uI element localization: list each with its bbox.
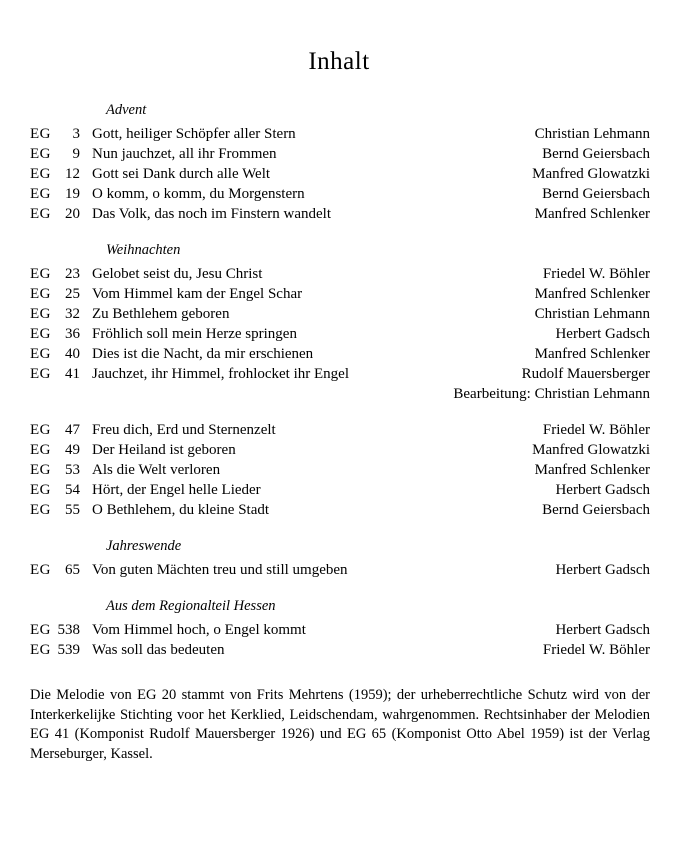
toc-section — [30, 538, 650, 580]
toc-group — [30, 560, 650, 580]
toc-entry-composer: Christian Lehmann — [534, 126, 650, 142]
toc-entry-title: Zu Bethlehem geboren — [92, 306, 230, 322]
toc-entry-prefix: EG — [30, 266, 51, 282]
toc-section — [30, 102, 650, 224]
toc-group — [30, 264, 650, 404]
toc-entry[interactable] — [30, 264, 650, 284]
toc-entry-composer: Bernd Geiersbach — [542, 146, 650, 162]
toc-entry-number: 23 — [65, 266, 80, 282]
toc-entry-prefix: EG — [30, 126, 51, 142]
toc-entry-number: 25 — [65, 286, 80, 302]
toc-entry-prefix: EG — [30, 562, 51, 578]
toc-entry-prefix: EG — [30, 166, 51, 182]
toc-entry-prefix: EG — [30, 186, 51, 202]
toc-entry-composer: Herbert Gadsch — [555, 562, 650, 578]
toc-entry-composer: Bernd Geiersbach — [542, 502, 650, 518]
toc-entry-composer: Manfred Glowatzki — [532, 166, 650, 182]
toc-entry-prefix: EG — [30, 642, 51, 658]
toc-entry-prefix: EG — [30, 326, 51, 342]
page-title: Inhalt — [308, 48, 370, 75]
table-of-contents — [0, 102, 678, 660]
toc-entry-composer: Manfred Schlenker — [534, 462, 650, 478]
toc-entry-title: Nun jauchzet, all ihr Frommen — [92, 146, 277, 162]
toc-entry-prefix: EG — [30, 422, 51, 438]
toc-section — [30, 598, 650, 660]
toc-entry[interactable] — [30, 460, 650, 480]
toc-entry[interactable] — [30, 344, 650, 364]
toc-entry-number: 36 — [65, 326, 80, 342]
toc-entry-prefix: EG — [30, 206, 51, 222]
toc-entry-composer: Herbert Gadsch — [555, 326, 650, 342]
toc-entry-prefix: EG — [30, 306, 51, 322]
toc-section — [30, 242, 650, 520]
toc-entry-composer: Manfred Schlenker — [534, 206, 650, 222]
toc-entry-number: 20 — [65, 206, 80, 222]
toc-entry-composer: Friedel W. Böhler — [542, 422, 650, 438]
toc-entry[interactable] — [30, 144, 650, 164]
toc-entry[interactable] — [30, 640, 650, 660]
toc-entry-title: O komm, o komm, du Morgenstern — [92, 186, 305, 202]
toc-section-heading: Advent — [106, 102, 147, 118]
toc-entry-title: Das Volk, das noch im Finstern wandelt — [92, 206, 332, 222]
toc-entry-arrangement: Bearbeitung: Christian Lehmann — [453, 386, 650, 402]
toc-entry-title: Als die Welt verloren — [92, 462, 221, 478]
toc-entry[interactable] — [30, 440, 650, 460]
toc-entry[interactable] — [30, 184, 650, 204]
toc-entry-composer: Christian Lehmann — [534, 306, 650, 322]
toc-entry-title: Dies ist die Nacht, da mir erschienen — [92, 346, 314, 362]
toc-entry[interactable] — [30, 164, 650, 184]
toc-entry-number: 3 — [72, 126, 80, 142]
toc-entry[interactable] — [30, 500, 650, 520]
toc-entry-composer: Friedel W. Böhler — [542, 266, 650, 282]
toc-section-heading: Jahreswende — [106, 538, 182, 554]
toc-entry[interactable] — [30, 420, 650, 440]
toc-entry-title: Vom Himmel hoch, o Engel kommt — [92, 622, 306, 638]
toc-entry-title: Fröhlich soll mein Herze springen — [92, 326, 297, 342]
toc-entry[interactable] — [30, 560, 650, 580]
toc-entry-prefix: EG — [30, 622, 51, 638]
toc-entry[interactable] — [30, 204, 650, 224]
toc-entry-composer: Manfred Glowatzki — [532, 442, 650, 458]
toc-group — [30, 620, 650, 660]
toc-entry[interactable] — [30, 364, 650, 384]
toc-entry[interactable] — [30, 480, 650, 500]
toc-entry-number: 49 — [65, 442, 80, 458]
toc-entry-number: 41 — [65, 366, 80, 382]
toc-entry-title: Von guten Mächten treu und still umgeben — [92, 562, 348, 578]
toc-entry[interactable] — [30, 304, 650, 324]
toc-entry-title: O Bethlehem, du kleine Stadt — [92, 502, 270, 518]
toc-entry[interactable] — [30, 620, 650, 640]
toc-entry-composer: Bernd Geiersbach — [542, 186, 650, 202]
toc-entry-title: Was soll das bedeuten — [92, 642, 225, 658]
toc-entry-composer: Friedel W. Böhler — [542, 642, 650, 658]
toc-entry-number: 539 — [57, 642, 80, 658]
toc-entry-composer: Herbert Gadsch — [555, 482, 650, 498]
toc-entry-prefix: EG — [30, 346, 51, 362]
toc-entry-composer: Manfred Schlenker — [534, 346, 650, 362]
toc-entry-number: 54 — [65, 482, 80, 498]
toc-group — [30, 420, 650, 520]
toc-entry-title: Gelobet seist du, Jesu Christ — [92, 266, 263, 282]
toc-entry[interactable] — [30, 324, 650, 344]
toc-entry-number: 9 — [72, 146, 80, 162]
toc-entry-number: 538 — [57, 622, 80, 638]
toc-group — [30, 124, 650, 224]
toc-entry-composer: Herbert Gadsch — [555, 622, 650, 638]
toc-entry[interactable] — [30, 124, 650, 144]
toc-entry-number: 12 — [65, 166, 80, 182]
toc-entry-number: 55 — [65, 502, 80, 518]
toc-entry-prefix: EG — [30, 366, 51, 382]
toc-entry-prefix: EG — [30, 286, 51, 302]
toc-entry-prefix: EG — [30, 442, 51, 458]
toc-entry-title: Freu dich, Erd und Sternenzelt — [92, 422, 276, 438]
toc-entry[interactable] — [30, 284, 650, 304]
toc-entry-title: Gott, heiliger Schöpfer aller Stern — [92, 126, 296, 142]
toc-entry-number: 53 — [65, 462, 80, 478]
toc-entry-number: 32 — [65, 306, 80, 322]
copyright-note-text: Die Melodie von EG 20 stammt von Frits Mehrtens (1959); der urheberrechtliche Schutz wird von der Interkerkelijke Stichting voor het Kerklied, Leidschendam, wahrgenommen. Rechtsinhaber der Melodien EG 41 (Komponist Rudolf Mauersberger 1926) und EG 65 (Komponist Otto Abel 1959) ist der Verlag Merseburger, Kassel. — [30, 687, 650, 762]
toc-entry-prefix: EG — [30, 482, 51, 498]
toc-section-heading: Aus dem Regionalteil Hessen — [106, 598, 276, 614]
toc-entry-prefix: EG — [30, 146, 51, 162]
toc-entry-title: Hört, der Engel helle Lieder — [92, 482, 261, 498]
toc-entry-prefix: EG — [30, 462, 51, 478]
toc-entry-title: Jauchzet, ihr Himmel, frohlocket ihr Engel — [92, 366, 349, 382]
toc-entry-number: 47 — [65, 422, 80, 438]
toc-entry-number: 19 — [65, 186, 80, 202]
toc-section-heading: Weihnachten — [106, 242, 181, 258]
toc-entry-title: Der Heiland ist geboren — [92, 442, 236, 458]
toc-entry-composer: Manfred Schlenker — [534, 286, 650, 302]
toc-entry-number: 65 — [65, 562, 80, 578]
toc-entry-title: Gott sei Dank durch alle Welt — [92, 166, 271, 182]
toc-entry-title: Vom Himmel kam der Engel Schar — [92, 286, 303, 302]
toc-entry-prefix: EG — [30, 502, 51, 518]
copyright-note — [30, 686, 650, 764]
toc-entry-number: 40 — [65, 346, 80, 362]
toc-entry-composer: Rudolf Mauersberger — [521, 366, 650, 382]
